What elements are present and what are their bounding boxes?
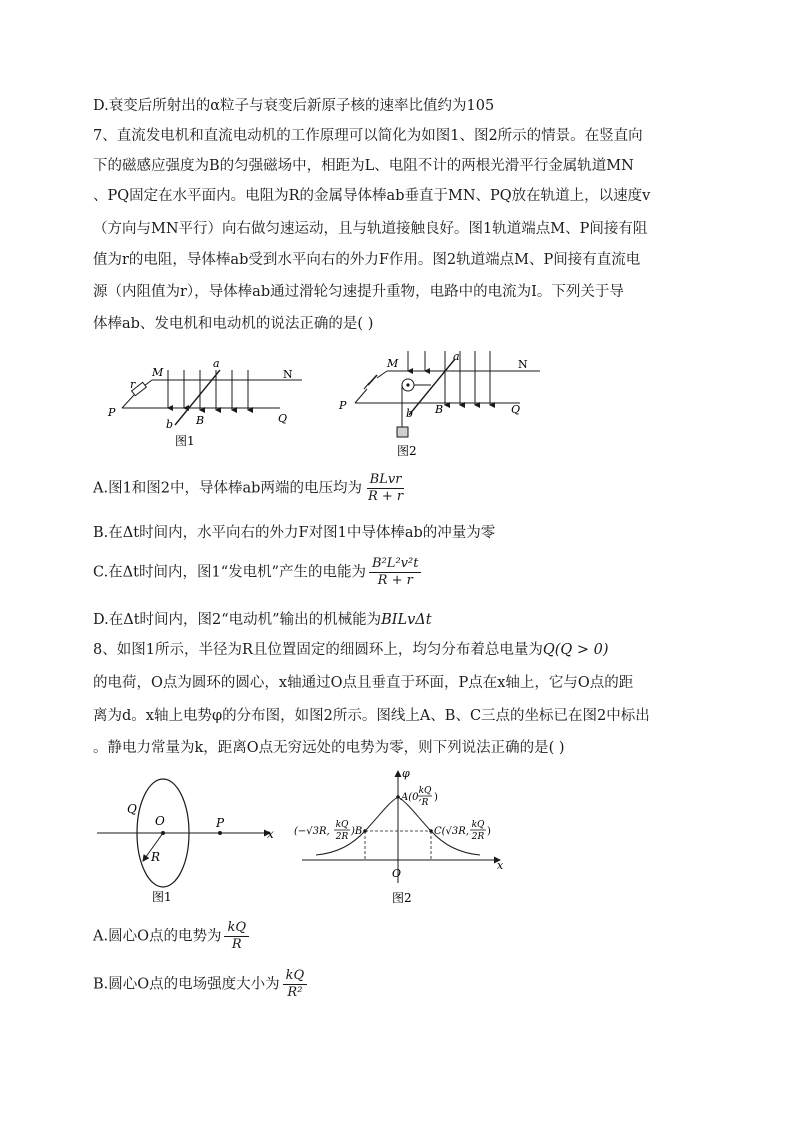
- q8-fig2-caption: 图2: [392, 891, 412, 905]
- fig2-label-M: M: [387, 357, 399, 370]
- fig2-label-P: P: [339, 399, 347, 412]
- fig1-label-Q: Q: [278, 412, 288, 425]
- q7-stem-line-3: 、PQ固定在水平面内。电阻为R的金属导体棒ab垂直于MN、PQ放在轨道上，以速度v: [93, 188, 651, 204]
- q8-fig1-label-Q: Q: [127, 802, 137, 816]
- q8-fig1-label-P: P: [216, 816, 225, 830]
- fig2-label-N: N: [518, 358, 528, 371]
- q8-option-a: A.圆心O点的电势为 $\frac{kQ}{R}$: [93, 920, 252, 953]
- q7-figure-1: [100, 350, 310, 450]
- q8-fig2-C-den: 2R: [471, 832, 485, 842]
- q8-fig2-A-close: ): [434, 792, 438, 803]
- fig2-caption: 图2: [397, 444, 417, 458]
- q7-option-a-fraction: $\frac{\text{BLvr}}{R + r}$: [367, 472, 404, 504]
- fig1-label-B: B: [196, 414, 205, 427]
- q8-fig2-A-num: kQ: [418, 786, 432, 796]
- q7-option-a: A.图1和图2中，导体棒ab两端的电压均为 $\frac{\text{BLvr}}{R + r}$: [93, 472, 409, 505]
- q7-stem-line-1: 7、直流发电机和直流电动机的工作原理可以简化为如图1、图2所示的情景。在竖直向: [93, 128, 643, 144]
- q8-stem-line-2: 的电荷，O点为圆环的圆心，x轴通过O点且垂直于环面，P点在x轴上，它与O点的距: [93, 675, 634, 691]
- q8-fig2-C-close: ): [487, 826, 491, 837]
- q7-stem-line-4: （方向与MN平行）向右做匀速运动，且与轨道接触良好。图1轨道端点M、P间接有阻: [93, 221, 648, 237]
- fig1-label-P: P: [108, 406, 116, 419]
- q7-stem-line-6: 源（内阻值为r），导体棒ab通过滑轮匀速提升重物，电路中的电流为I。下列关于导: [93, 284, 624, 300]
- q8-stem-line-3: 离为d。x轴上电势φ的分布图，如图2所示。图线上A、B、C三点的坐标已在图2中标出: [93, 708, 650, 724]
- q8-fig1-label-x: x: [267, 827, 274, 841]
- q8-figure-1: [95, 775, 285, 910]
- q7-stem-line-7: 体棒ab、发电机和电动机的说法正确的是( ): [93, 316, 374, 332]
- fig2-label-B: B: [435, 403, 444, 416]
- q7-stem-line-5: 值为r的电阻，导体棒ab受到水平向右的外力F作用。图2轨道端点M、P间接有直流电: [93, 252, 641, 268]
- q8-fig1-label-R: R: [151, 850, 161, 864]
- q7-option-c-fraction: $\frac{\text{B²L²v²t}}{R + r}$: [369, 556, 421, 589]
- q8-fig2-O: O: [392, 867, 402, 880]
- fig1-label-N: N: [283, 368, 293, 381]
- q8-fig1-label-O: O: [155, 814, 165, 828]
- q8-fig2-C-num: kQ: [471, 820, 485, 830]
- q8-stem-line-4: 。静电力常量为k，距离O点无穷远处的电势为零，则下列说法正确的是( ): [93, 740, 565, 756]
- q8-option-a-fraction: $\frac{kQ}{R}$: [224, 920, 249, 953]
- fig1-label-b: b: [166, 418, 174, 431]
- q7-option-d: D.在Δt时间内，图2“电动机”输出的机械能为BILvΔt: [93, 612, 432, 628]
- q8-fig2-B-den: 2R: [335, 832, 349, 842]
- q8-fig2-C-label: C(√3R,: [434, 826, 469, 837]
- q8-fig2-A-den: R: [421, 798, 429, 808]
- q8-fig2-A-label: A(0,: [401, 792, 422, 803]
- fig2-label-Q: Q: [511, 403, 521, 416]
- q6-option-d: D.衰变后所射出的α粒子与衰变后新原子核的速率比值约为105: [93, 98, 495, 114]
- fig2-label-a: a: [453, 350, 460, 363]
- q8-figure-2: [292, 765, 507, 910]
- q8-fig2-B-close: )B: [351, 826, 363, 837]
- q8-fig1-caption: 图1: [152, 890, 172, 904]
- fig2-label-b: b: [406, 407, 414, 420]
- q8-fig2-B-num: kQ: [335, 820, 349, 830]
- fig1-label-a: a: [213, 357, 220, 370]
- q8-fig2-x: x: [497, 859, 504, 872]
- q7-option-b: B.在Δt时间内，水平向右的外力F对图1中导体棒ab的冲量为零: [93, 525, 496, 541]
- q8-stem-line-1: 8、如图1所示，半径为R且位置固定的细圆环上，均匀分布着总电量为Q(Q > 0): [93, 642, 609, 658]
- q8-option-b: B.圆心O点的电场强度大小为 $\frac{kQ}{\text{R²}}$: [93, 968, 310, 1001]
- q8-fig2-B-label: (−√3R,: [294, 826, 330, 837]
- fig1-label-r: r: [130, 378, 136, 391]
- q7-stem-line-2: 下的磁感应强度为B的匀强磁场中，相距为L、电阻不计的两根光滑平行金属轨道MN: [93, 158, 634, 174]
- fig1-label-M: M: [152, 366, 164, 379]
- q7-figure-2: [335, 345, 545, 460]
- q8-fig2-phi: φ: [402, 767, 410, 780]
- q7-option-c: C.在Δt时间内，图1“发电机”产生的电能为 $\frac{\text{B²L²v²t}}{R + r}$: [93, 556, 424, 589]
- fig1-caption: 图1: [175, 434, 195, 448]
- q8-option-b-fraction: $\frac{kQ}{\text{R²}}$: [283, 968, 308, 1001]
